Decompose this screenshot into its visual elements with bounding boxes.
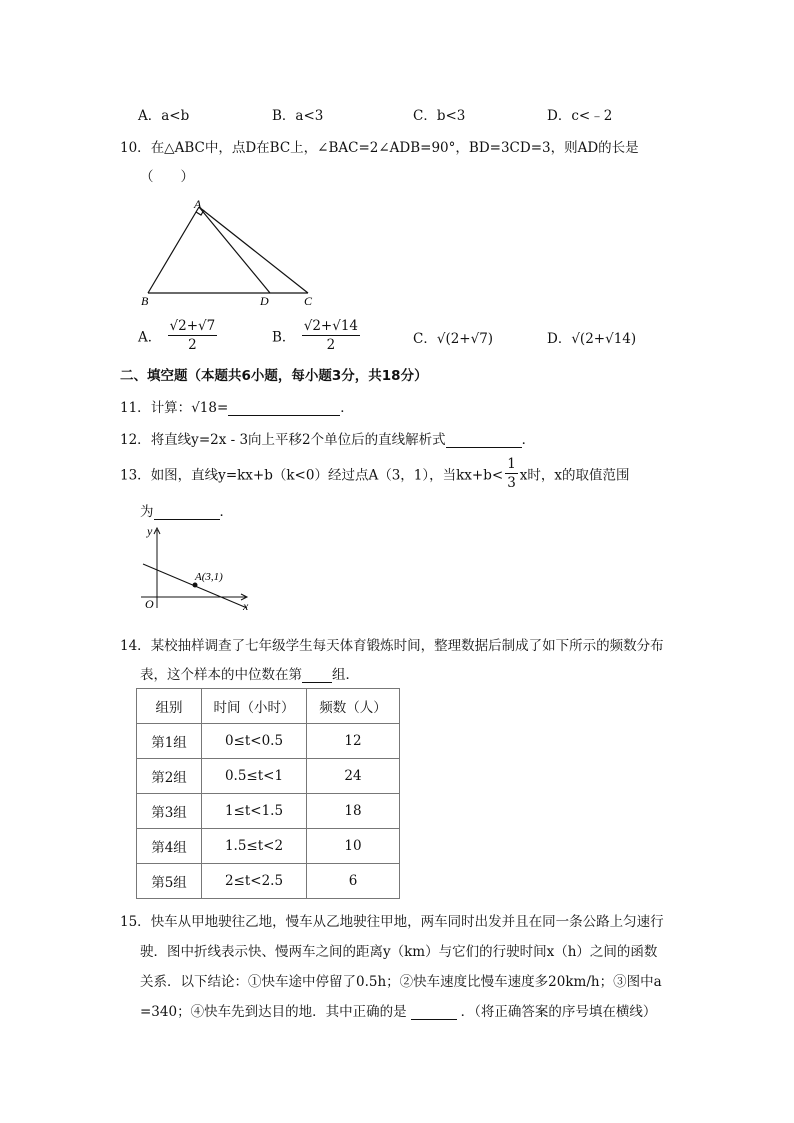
option-text: c<﹣2 <box>571 108 613 124</box>
q10-stem <box>120 136 639 156</box>
q9-option-c[interactable] <box>413 104 465 124</box>
point-a <box>193 583 198 588</box>
option-text: √(2+√14) <box>571 331 637 347</box>
table-row <box>137 724 400 759</box>
question-text: 某校抽样调查了七年级学生每天体育锻炼时间，整理数据后制成了如下所示的频数分布 <box>150 638 664 654</box>
question-number: 10． <box>120 140 151 156</box>
q14-line2 <box>140 663 359 683</box>
q11 <box>120 396 354 416</box>
end-mark: ． <box>340 400 354 416</box>
table-row <box>137 864 400 899</box>
edge-ac <box>199 207 308 293</box>
q12-answer-blank[interactable] <box>446 433 522 448</box>
q13-line2 <box>140 500 233 520</box>
numerator: √2+√7 <box>169 318 216 334</box>
q10-option-b[interactable] <box>272 318 362 353</box>
frequency-table <box>136 688 400 899</box>
question-number: 15． <box>120 914 151 930</box>
q14-line1 <box>120 634 664 654</box>
q13-line-graph <box>135 522 260 614</box>
table-header: 组别 <box>137 689 202 724</box>
table-row <box>137 759 400 794</box>
option-letter: A． <box>138 329 162 346</box>
table-header-row <box>137 689 400 724</box>
equals-sign: = <box>216 400 229 416</box>
option-text: a<b <box>161 108 190 124</box>
table-cell: 第2组 <box>137 759 202 794</box>
label-b: B <box>141 294 149 308</box>
question-text: 将直线y=2x - 3向上平移2个单位后的直线解析式 <box>150 432 446 448</box>
question-text: x时，x的取值范围 <box>519 467 630 484</box>
q15-line3: 关系．以下结论：①快车途中停留了0.5h；②快车速度比慢车速度多20km/h；③图中a <box>140 974 662 990</box>
edge-ad <box>199 207 270 293</box>
table-cell: 第4组 <box>137 829 202 864</box>
q15-line1 <box>120 910 664 930</box>
math-expression: √18 <box>191 400 217 416</box>
q9-option-b[interactable] <box>272 104 323 124</box>
label-c: C <box>304 294 313 308</box>
y-axis-label: y <box>147 524 153 538</box>
q14-answer-blank[interactable] <box>302 668 332 683</box>
option-letter: C． <box>413 331 437 347</box>
question-text: 表，这个样本的中位数在第 <box>140 667 302 683</box>
option-text: √(2+√7) <box>436 331 494 347</box>
q13-line1 <box>120 456 630 491</box>
table-cell: 18 <box>307 794 400 829</box>
q10-option-a[interactable] <box>138 318 219 353</box>
option-text: b<3 <box>436 108 466 124</box>
label-d: D <box>260 294 269 308</box>
table-cell: 0.5≤t<1 <box>202 759 307 794</box>
option-letter: D． <box>547 331 572 347</box>
question-text: 如图，直线y=kx+b（k<0）经过点A（3，1），当kx+b< <box>150 467 504 484</box>
label-a: A <box>194 197 202 211</box>
section-title: 二、填空题（本题共6小题，每小题3分，共18分） <box>120 368 428 384</box>
table-cell: 第3组 <box>137 794 202 829</box>
table-header: 时间（小时） <box>202 689 307 724</box>
table-cell: 6 <box>307 864 400 899</box>
question-number: 14． <box>120 638 151 654</box>
question-text: 计算： <box>150 400 192 416</box>
q15-answer-blank[interactable] <box>411 1005 457 1020</box>
denominator: 3 <box>507 475 516 491</box>
fraction <box>302 318 360 353</box>
numerator: √2+√14 <box>303 318 359 334</box>
x-axis-label: x <box>243 599 249 613</box>
table-cell: 第5组 <box>137 864 202 899</box>
table-cell: 0≤t<0.5 <box>202 724 307 759</box>
table-cell: 1≤t<1.5 <box>202 794 307 829</box>
table-header: 频数（人） <box>307 689 400 724</box>
table-row <box>137 829 400 864</box>
q15-line4 <box>140 1000 656 1020</box>
table-cell: 2≤t<2.5 <box>202 864 307 899</box>
fraction-one-third <box>505 456 518 491</box>
q9-option-d[interactable] <box>547 104 612 124</box>
edge-ab <box>148 207 199 293</box>
q15-line2: 驶．图中折线表示快、慢两车之间的距离y（km）与它们的行驶时间x（h）之间的函数 <box>140 944 658 960</box>
option-letter: C． <box>413 108 437 124</box>
q9-option-a[interactable] <box>138 104 189 124</box>
option-letter: A． <box>138 108 162 124</box>
question-text: ．（将正确答案的序号填在横线） <box>460 1004 657 1020</box>
table-row <box>137 794 400 829</box>
table-cell: 24 <box>307 759 400 794</box>
question-text: 在△ABC中，点D在BC上，∠BAC=2∠ADB=90°，BD=3CD=3，则AD的长是 <box>150 140 639 156</box>
q10-answer-paren: （ ） <box>140 169 194 185</box>
question-number: 11． <box>120 400 151 416</box>
question-text: 组． <box>332 667 359 683</box>
q10-triangle-figure <box>136 195 326 310</box>
end-mark: ． <box>521 432 536 448</box>
question-text: 快车从甲地驶往乙地，慢车从乙地驶往甲地，两车同时出发并且在同一条公路上匀速行 <box>150 914 664 930</box>
fraction <box>168 318 218 353</box>
question-number: 13． <box>120 467 151 484</box>
table-cell: 12 <box>307 724 400 759</box>
denominator: 2 <box>326 337 336 353</box>
q10-option-c[interactable] <box>413 327 493 347</box>
q12 <box>120 428 535 448</box>
table-cell: 第1组 <box>137 724 202 759</box>
table-cell: 1.5≤t<2 <box>202 829 307 864</box>
question-text: =340；④快车先到达目的地．其中正确的是 <box>140 1004 407 1020</box>
table-cell: 10 <box>307 829 400 864</box>
point-a-label: A(3,1) <box>195 571 223 583</box>
option-letter: B． <box>272 329 296 346</box>
question-number: 12． <box>120 432 151 448</box>
q13-answer-blank[interactable] <box>154 505 220 520</box>
q10-option-d[interactable] <box>547 327 636 347</box>
q11-answer-blank[interactable] <box>228 401 340 416</box>
option-letter: D． <box>547 108 572 124</box>
denominator: 2 <box>188 337 197 353</box>
question-text: 为 <box>140 504 154 520</box>
end-mark: ． <box>219 504 233 520</box>
numerator: 1 <box>507 456 516 472</box>
option-text: a<3 <box>295 108 324 124</box>
option-letter: B． <box>272 108 296 124</box>
origin-label: O <box>145 597 154 611</box>
